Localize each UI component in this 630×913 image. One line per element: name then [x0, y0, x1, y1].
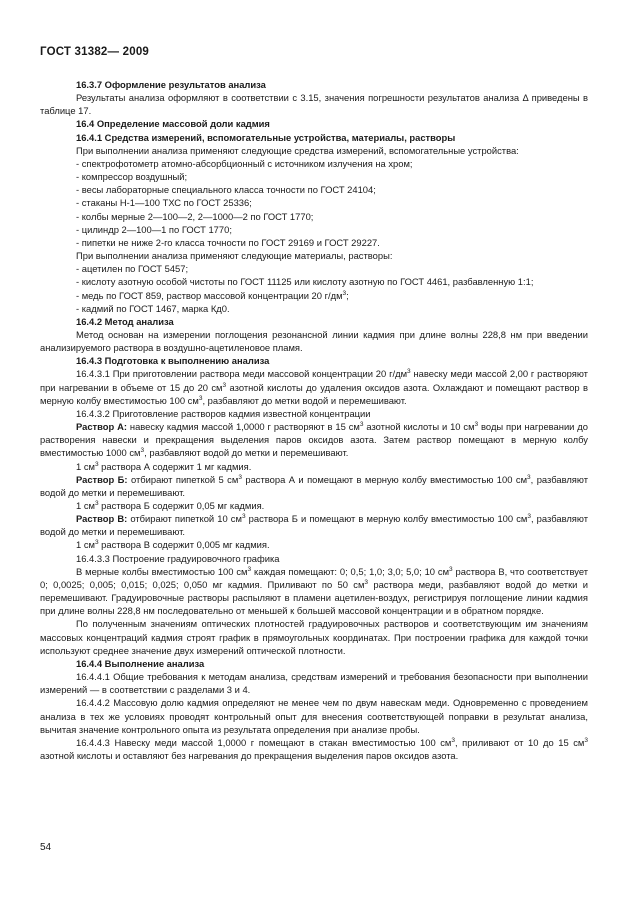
section-heading: 16.4 Определение массовой доли кадмия — [76, 118, 270, 130]
superscript: 3 — [238, 473, 242, 481]
paragraph: 16.4.4.1 Общие требования к методам анализа, средствам измерений и требования безопасности при выполнении измерений — в соответствии с разделами 3 и 4. — [40, 671, 588, 696]
list-item: - цилиндр 2—100—1 по ГОСТ 1770; — [76, 223, 232, 235]
paragraph: Раствор В: отбирают пипеткой 10 $см^3$ раствора Б и помещают в мерную колбу вместимостью 100 $см^3$, разбавляют водой до метки и перемешивают. — [40, 513, 588, 538]
paragraph: В мерные колбы вместимостью 100 $см^3$ каждая помещают: 0; 0,5; 1,0; 3,0; 5,0; 10 $см^3$ раствора В, что соответствует 0; 0,0025; 0,005; 0,015; 0,025; 0,050 мг кадмия. Приливают по 50 $см^3$ раствора меди, разбавляют водой до метки и перемешивают. Градуировочные растворы распыляют в пламени ацетилен-воздух, регистрируя поглощение линии кадмия при длине волны 228,8 нм последовательно от меньшей к большей массовой концентрации и в обратном порядке. — [40, 565, 589, 617]
superscript: 3 — [222, 381, 227, 389]
paragraph: 16.4.3.1 При приготовлении раствора меди массовой концентрации 20 $г/дм^3$ навеску меди массой 2,00 г растворяют при нагревании в объеме от 15 до 20 $см^3$ азотной кислоты до удаления оксидов азота. Охлаждают и помещают раствор в мерную колбу вместимостью 100 $см^3$, разбавляют до метки водой и перемешивают. — [40, 368, 588, 406]
superscript: 3 — [94, 460, 99, 468]
solution-label: Раствор В: — [76, 513, 128, 525]
superscript: 3 — [407, 368, 411, 376]
page-number: 54 — [40, 842, 52, 853]
superscript: 3 — [140, 447, 145, 455]
paragraph: Раствор А: навеску кадмия массой 1,0000 г растворяют в 15 $см^3$ азотной кислоты и 10 $см^3$ воды при нагревании до растворения навески и прекращения выделения паров оксидов азота. Затем раствор помещают в мерную колбу вместимостью 1000 $см^3$, разбавляют водой до метки и перемешивают. — [40, 420, 588, 459]
superscript: 3 — [474, 420, 479, 428]
superscript: 3 — [449, 565, 453, 573]
section-heading: 16.4.4 Выполнение анализа — [76, 657, 205, 669]
superscript: 3 — [94, 539, 99, 547]
paragraph: 16.4.4.2 Массовую долю кадмия определяют не менее чем по двум навескам меди. Одновременно с проведением анализа в тех же условиях проводят контрольный опыт для внесения соответствующей поправки в результат анализа, вычитая значение контрольного опыта из результата определения при анализе пробы. — [40, 697, 588, 735]
section-heading: 16.3.7 Оформление результатов анализа — [76, 79, 266, 90]
section-heading: 16.4.1 Средства измерений, вспомогательные устройства, материалы, растворы — [76, 131, 456, 143]
superscript: 3 — [527, 513, 531, 521]
document-body — [40, 78, 588, 762]
list-item: - колбы мерные 2—100—2, 2—1000—2 по ГОСТ 1770; — [76, 210, 314, 222]
section-heading: 16.4.2 Метод анализа — [76, 315, 174, 327]
paragraph: 1 $см^3$ раствора Б содержит 0,05 мг кадмия. — [76, 499, 265, 511]
solution-label: Раствор А: — [76, 421, 128, 433]
list-item: - медь по ГОСТ 859, раствор массовой концентрации 20 $г/дм^3$; — [76, 289, 349, 301]
paragraph: При выполнении анализа применяют следующие средства измерений, вспомогательные устройства: — [76, 144, 519, 156]
paragraph: Метод основан на измерении поглощения резонансной линии кадмия при длине волны 228,8 нм при введении анализируемого раствора в воздушно-ацетиленовое пламя. — [40, 328, 588, 354]
solution-label: Раствор Б: — [76, 473, 128, 485]
superscript: 3 — [584, 736, 588, 744]
paragraph: Раствор Б: отбирают пипеткой 5 $см^3$ раствора А и помещают в мерную колбу вместимостью 100 $см^3$, разбавляют водой до метки и перемешивают. — [40, 473, 589, 498]
list-item: - компрессор воздушный; — [76, 171, 188, 183]
paragraph: 1 $см^3$ раствора В содержит 0,005 мг кадмия. — [76, 539, 270, 551]
superscript: 3 — [247, 565, 252, 573]
list-item: - весы лабораторные специального класса точности по ГОСТ 24104; — [76, 184, 376, 196]
paragraph: Результаты анализа оформляют в соответствии с 3.15, значения погрешности результатов анализа Δ приведены в таблице 17. — [40, 92, 588, 117]
list-item: - пипетки не ниже 2-го класса точности по ГОСТ 29169 и ГОСТ 29227. — [76, 236, 380, 248]
superscript: 3 — [527, 473, 531, 481]
superscript: 3 — [342, 289, 347, 297]
paragraph: 1 $см^3$ раствора А содержит 1 мг кадмия. — [76, 460, 252, 472]
paragraph: - кислоту азотную особой чистоты по ГОСТ 11125 или кислоту азотную по ГОСТ 4461, разбавленную 1:1; — [76, 276, 534, 288]
paragraph: По полученным значениям оптических плотностей градуировочных растворов и соответствующим им значениям массовых концентраций кадмия строят график в прямоугольных координатах. При построении графика для каждой точки используют среднее значение двух измерений оптической плотности. — [40, 618, 588, 656]
superscript: 3 — [198, 394, 203, 402]
superscript: 3 — [94, 499, 99, 507]
list-item: - кадмий по ГОСТ 1467, марка Кд0. — [76, 302, 230, 314]
superscript: 3 — [364, 578, 369, 586]
document-header: ГОСТ 31382— 2009 — [40, 46, 150, 58]
paragraph: 16.4.4.3 Навеску меди массой 1,0000 г помещают в стакан вместимостью 100 $см^3$, приливают от 10 до 15 $см^3$ азотной кислоты и оставляют без нагревания до прекращения выделения паров оксидов азота. — [40, 736, 588, 761]
list-item: - спектрофотометр атомно-абсорбционный с источником излучения на хром; — [76, 157, 413, 169]
paragraph: 16.4.3.2 Приготовление растворов кадмия известной концентрации — [76, 407, 371, 419]
list-item: - ацетилен по ГОСТ 5457; — [76, 263, 189, 275]
paragraph: При выполнении анализа применяют следующие материалы, растворы: — [76, 250, 393, 262]
paragraph: 16.4.3.3 Построение градуировочного графика — [76, 552, 280, 564]
superscript: 3 — [359, 420, 364, 428]
superscript: 3 — [451, 736, 455, 744]
list-item: - стаканы Н-1—100 ТХС по ГОСТ 25336; — [76, 197, 252, 209]
section-heading: 16.4.3 Подготовка к выполнению анализа — [76, 355, 270, 367]
superscript: 3 — [241, 513, 246, 521]
